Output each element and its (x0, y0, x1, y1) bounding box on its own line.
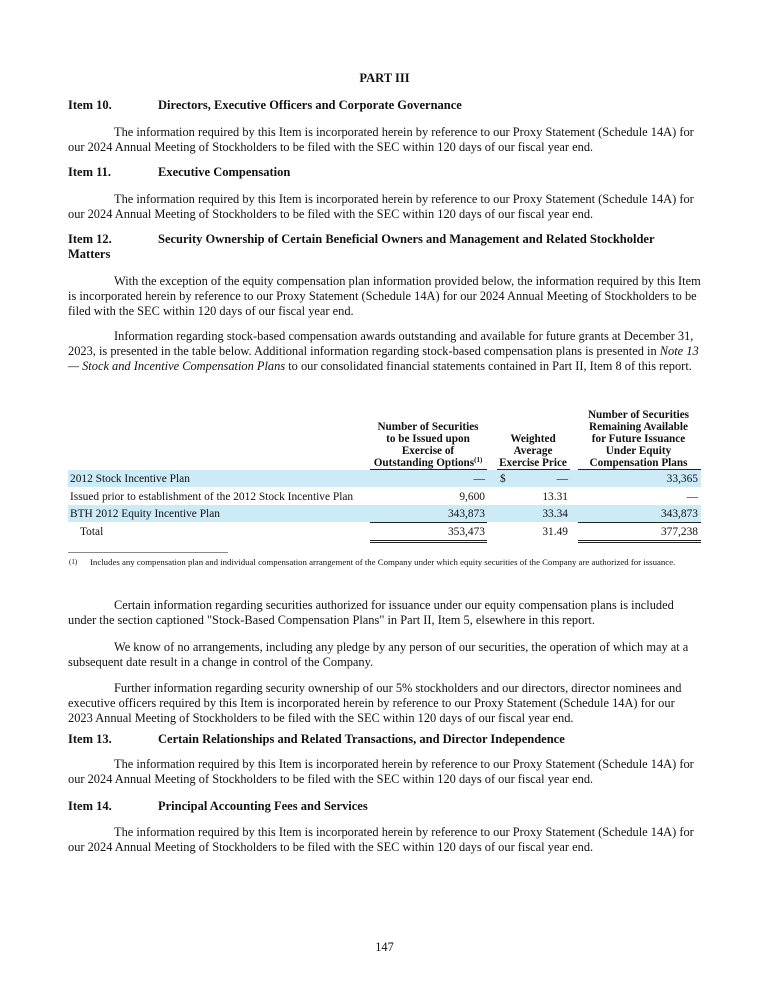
part-title: PART III (359, 71, 410, 85)
note-reference: Note 13 — Stock and Incentive Compensation Plans (68, 344, 699, 373)
item-13-paragraph: The information required by this Item is incorporated herein by reference to our Proxy Statement (Schedule 14A) for our 2024 Annual Meeting of Stockholders to be filed with the SEC within 120 days of our fiscal year end. (68, 757, 694, 786)
footnote-mark: (1) (69, 558, 78, 566)
item-title-continued: Matters (68, 247, 111, 261)
row-label: BTH 2012 Equity Incentive Plan (70, 508, 220, 520)
item-number: Item 13. (68, 732, 112, 746)
item-number: Item 10. (68, 98, 112, 112)
cell-available: 343,873 (660, 508, 698, 520)
cell-options: — (473, 473, 485, 485)
table-row (68, 505, 701, 522)
item-number: Item 12. (68, 232, 112, 246)
cell-available: — (686, 491, 698, 503)
table-row (68, 488, 701, 505)
row-label: Total (80, 526, 104, 538)
item-10-paragraph: The information required by this Item is incorporated herein by reference to our Proxy Statement (Schedule 14A) for our 2024 Annual Meeting of Stockholders to be filed with the SEC within 120 days of our fiscal year end. (68, 125, 694, 154)
page-number: 147 (375, 940, 394, 954)
cell-available: 33,365 (666, 473, 698, 485)
footnote-divider (68, 552, 228, 553)
row-label: Issued prior to establishment of the 2012 Stock Incentive Plan (70, 491, 354, 503)
item-title: Security Ownership of Certain Beneficial Owners and Management and Related Stockholder (158, 232, 655, 246)
cell-price: 31.49 (542, 526, 568, 538)
header-outstanding-options: Number of Securities to be Issued upon Exercise of Outstanding Options$^{(1)}$ (373, 421, 483, 469)
cell-currency: $ (500, 473, 506, 485)
item-title: Executive Compensation (158, 165, 291, 179)
cell-price: 13.31 (542, 491, 568, 503)
item-title: Principal Accounting Fees and Services (158, 799, 368, 813)
item-12-paragraph-3: Certain information regarding securities authorized for issuance under our equity compensation plans is included under the section captioned "Stock-Based Compensation Plans" in Part II, Item 5, elsewhere in this report. (68, 598, 674, 627)
header-exercise-price: Weighted Average Exercise Price (499, 433, 567, 469)
table-row-total (68, 523, 701, 540)
item-title: Certain Relationships and Related Transactions, and Director Independence (158, 732, 565, 746)
table-row (68, 470, 701, 487)
header-remaining-available: Number of Securities Remaining Available for Future Issuance Under Equity Compensation Plans (587, 409, 690, 469)
cell-options: 9,600 (459, 491, 485, 503)
item-14-paragraph: The information required by this Item is incorporated herein by reference to our Proxy Statement (Schedule 14A) for our 2024 Annual Meeting of Stockholders to be filed with the SEC within 120 days of our fiscal year end. (68, 825, 694, 854)
item-12-paragraph-5: Further information regarding security ownership of our 5% stockholders and our directors, director nominees and executive officers required by this Item is incorporated herein by reference to our Proxy Statement (Schedule 14A) for our 2023 Annual Meeting of Stockholders to be filed with the SEC within 120 days of our fiscal year end. (68, 681, 682, 725)
item-12-paragraph-2: Information regarding stock-based compensation awards outstanding and available for future grants at December 31, 2023, is presented in the table below. Additional information regarding stock-based compensation plans is presented in Note 13 — Stock and Incentive Compensation Plans to our consolidated financial statements contained in Part II, Item 8 of this report. (68, 329, 699, 373)
item-12-paragraph-1: With the exception of the equity compensation plan information provided below, the information required by this Item is incorporated herein by reference to our Proxy Statement (Schedule 14A) for our 2024 Annual Meeting of Stockholders to be filed with the SEC within 120 days of our fiscal year end. (68, 274, 701, 318)
cell-options: 353,473 (447, 526, 485, 538)
item-11-paragraph: The information required by this Item is incorporated herein by reference to our Proxy Statement (Schedule 14A) for our 2024 Annual Meeting of Stockholders to be filed with the SEC within 120 days of our fiscal year end. (68, 192, 694, 221)
item-title: Directors, Executive Officers and Corporate Governance (158, 98, 462, 112)
item-12-paragraph-4: We know of no arrangements, including any pledge by any person of our securities, the operation of which may at a subsequent date result in a change in control of the Company. (68, 640, 689, 669)
item-number: Item 11. (68, 165, 112, 179)
cell-options: 343,873 (447, 508, 485, 520)
cell-price: — (556, 473, 568, 485)
cell-price: 33.34 (542, 508, 568, 520)
footnote-text: Includes any compensation plan and individual compensation arrangement of the Company under which equity securities of the Company are authorized for issuance. (90, 557, 676, 567)
row-label: 2012 Stock Incentive Plan (70, 473, 190, 485)
cell-available: 377,238 (660, 526, 698, 538)
item-number: Item 14. (68, 799, 112, 813)
